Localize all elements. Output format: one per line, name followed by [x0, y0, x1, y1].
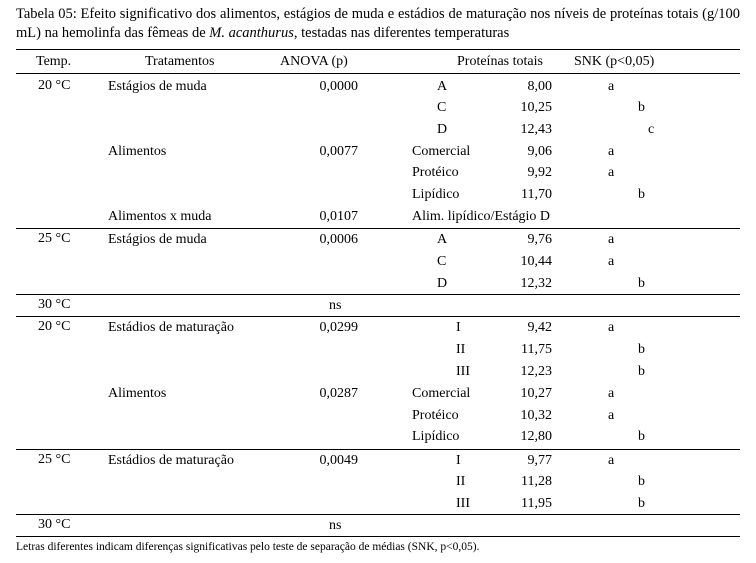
treatment-cell: Alimentos x muda [108, 209, 212, 224]
value-cell: 9,76 [527, 232, 552, 247]
anova-cell: 0,0299 [319, 320, 358, 335]
level-cell: I [456, 320, 461, 335]
anova-cell: 0,0107 [319, 209, 358, 224]
table-top-rule [16, 49, 740, 50]
header-rule [16, 73, 740, 74]
snk-cell: b [638, 342, 645, 357]
caption-lead: Tabela 05: Efeito significativo dos alimentos, estágios de muda e estádios de maturação nos níveis de proteínas totais (g/100 mL) na hemolinfa das fêmeas de [16, 6, 740, 41]
snk-cell: b [638, 496, 645, 511]
value-cell: 10,27 [520, 386, 552, 401]
snk-cell: b [638, 100, 645, 115]
value-cell: 12,43 [520, 122, 552, 137]
treatment-cell: Estádios de maturação [108, 453, 234, 468]
temp-cell: 30 °C [38, 297, 71, 312]
value-cell: 12,23 [520, 364, 552, 379]
value-cell: 11,75 [521, 342, 552, 357]
snk-cell: c [648, 122, 655, 137]
snk-cell: a [608, 165, 615, 180]
value-cell: 11,70 [521, 187, 552, 202]
treatment-cell: Alimentos [108, 386, 167, 401]
table-rule [16, 536, 740, 537]
temp-cell: 25 °C [38, 231, 71, 246]
temp-cell: 20 °C [38, 319, 71, 334]
level-cell: D [437, 122, 448, 137]
header-snk: SNK (p<0,05) [574, 54, 655, 69]
treatment-cell: Estágios de muda [108, 79, 207, 94]
level-cell: C [437, 254, 447, 269]
temp-cell: 25 °C [38, 452, 71, 467]
anova-cell: 0,0006 [319, 232, 358, 247]
table-rule [16, 316, 740, 317]
level-cell: III [456, 364, 470, 379]
level-cell: Protéico [412, 165, 459, 180]
anova-cell: 0,0077 [319, 144, 358, 159]
level-cell: A [437, 232, 448, 247]
level-cell: A [437, 79, 448, 94]
treatment-cell: Estádios de maturação [108, 320, 234, 335]
snk-cell: a [608, 144, 615, 159]
level-cell: D [437, 276, 448, 291]
level-cell: II [456, 474, 466, 489]
anova-cell: 0,0000 [319, 79, 358, 94]
value-cell: 12,80 [520, 429, 552, 444]
snk-cell: a [608, 254, 615, 269]
anova-cell: 0,0049 [319, 453, 358, 468]
level-cell: I [456, 453, 461, 468]
snk-cell: b [638, 187, 645, 202]
value-cell: 9,92 [527, 165, 552, 180]
snk-cell: a [608, 232, 615, 247]
anova-cell: ns [329, 518, 342, 533]
value-cell: 11,95 [521, 496, 552, 511]
value-cell: 10,32 [520, 408, 552, 423]
value-cell: 8,00 [527, 79, 552, 94]
value-cell: 9,77 [527, 453, 552, 468]
snk-cell: a [608, 408, 615, 423]
value-cell: 9,06 [527, 144, 552, 159]
header-anova: ANOVA (p) [280, 54, 348, 69]
temp-cell: 30 °C [38, 517, 71, 532]
level-cell: Comercial [412, 386, 471, 401]
temp-cell: 20 °C [38, 78, 71, 93]
value-cell: 9,42 [527, 320, 552, 335]
treatment-cell: Alimentos [108, 144, 167, 159]
level-cell: Lipídico [412, 187, 460, 202]
treatment-cell: Estágios de muda [108, 232, 207, 247]
value-cell: 11,28 [521, 474, 552, 489]
snk-cell: b [638, 276, 645, 291]
snk-cell: a [608, 320, 615, 335]
table-rule [16, 514, 740, 515]
level-cell: Protéico [412, 408, 459, 423]
level-cell: Comercial [412, 144, 471, 159]
caption-tail: , testadas nas diferentes temperaturas [293, 25, 510, 41]
value-cell: 10,25 [520, 100, 552, 115]
table-rule [16, 228, 740, 229]
header-temp: Temp. [36, 54, 72, 69]
snk-cell: a [608, 386, 615, 401]
anova-cell: ns [329, 298, 342, 313]
table-rule [16, 294, 740, 295]
snk-cell: b [638, 429, 645, 444]
level-cell: C [437, 100, 447, 115]
snk-cell: b [638, 474, 645, 489]
header-tratamentos: Tratamentos [145, 54, 215, 69]
snk-cell: b [638, 364, 645, 379]
level-cell: II [456, 342, 466, 357]
value-cell: 10,44 [520, 254, 552, 269]
snk-cell: a [608, 79, 615, 94]
table-caption [16, 5, 740, 43]
header-proteinas: Proteínas totais [457, 54, 543, 69]
table-rule [16, 449, 740, 450]
level-cell: Lipídico [412, 429, 460, 444]
snk-cell: a [608, 453, 615, 468]
caption-species: M. acanthurus [209, 25, 294, 41]
value-cell: 12,32 [520, 276, 552, 291]
anova-cell: 0,0287 [319, 386, 358, 401]
level-cell: III [456, 496, 470, 511]
table-footnote: Letras diferentes indicam diferenças significativas pelo teste de separação de médias (SNK, p<0,05). [16, 541, 480, 553]
level-cell: Alim. lipídico/Estágio D [412, 209, 551, 224]
